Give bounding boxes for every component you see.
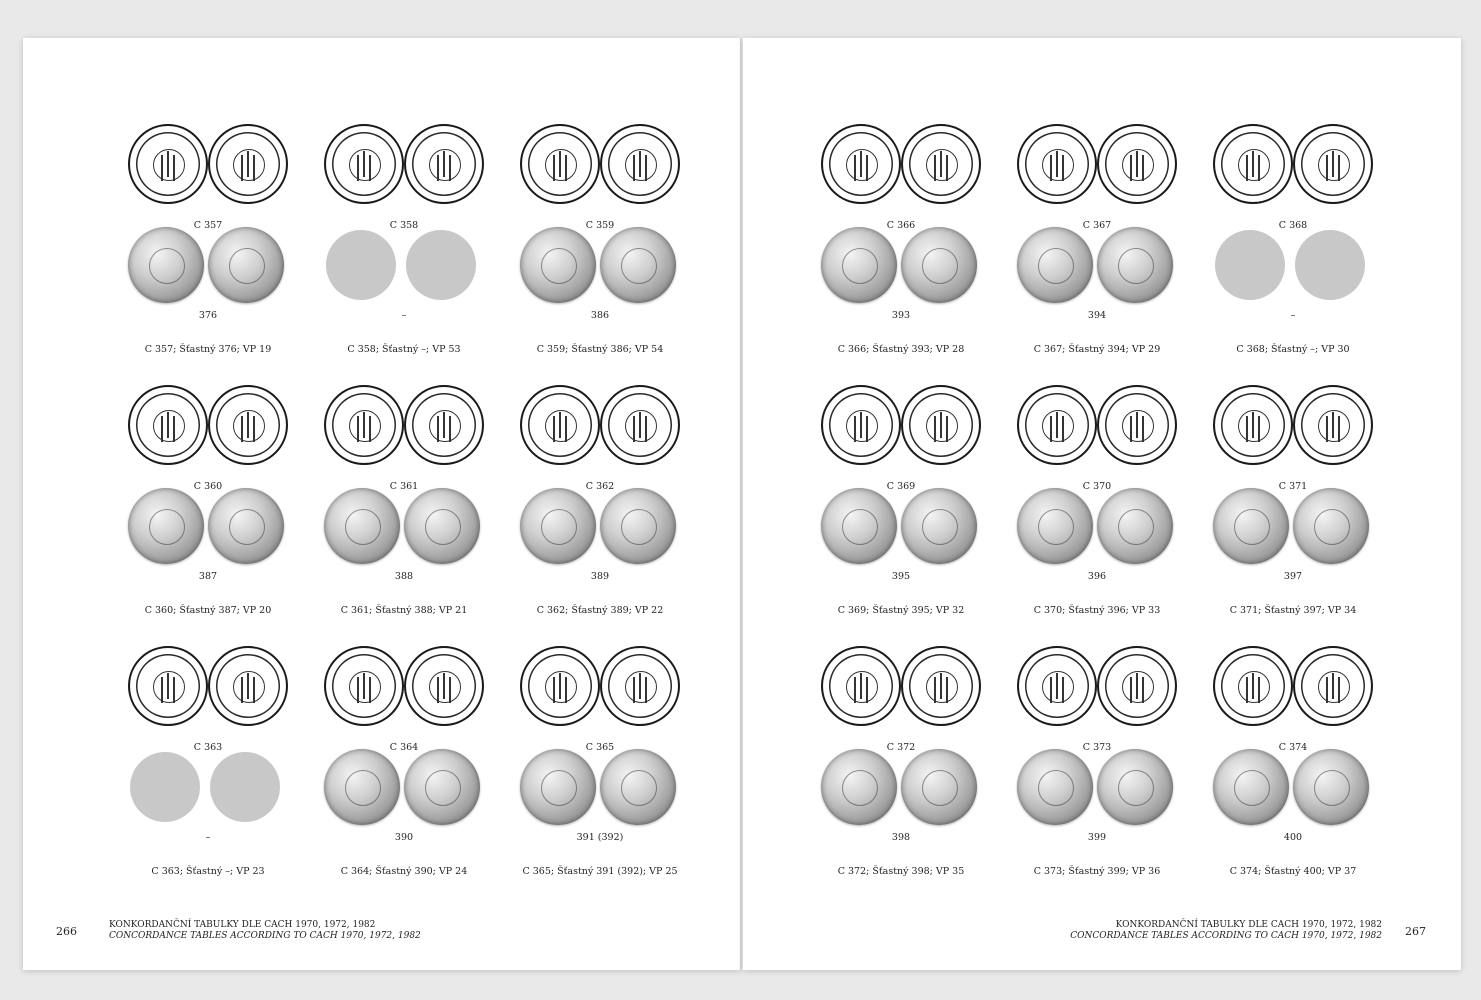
page-number: 266 <box>56 925 77 938</box>
coin-reverse-drawing <box>1097 124 1177 204</box>
stastny-number: – <box>205 832 211 843</box>
coin-reverse-drawing <box>1293 646 1373 726</box>
coin-photo-pair <box>306 743 502 827</box>
coin-photo-pair <box>306 482 502 566</box>
coin-drawing-pair <box>502 379 698 463</box>
missing-photo-placeholder <box>210 752 280 822</box>
cach-number: C 369 <box>886 481 916 492</box>
coin-drawing-pair <box>803 118 999 202</box>
stastny-number: 393 <box>891 310 911 321</box>
coin-reverse-drawing <box>404 124 484 204</box>
coin-entry <box>1195 118 1391 358</box>
coin-reverse-photo <box>1097 749 1173 825</box>
coin-obverse-drawing <box>821 385 901 465</box>
concordance-caption: C 359; Šťastný 386; VP 54 <box>536 344 664 355</box>
stastny-number: – <box>1290 310 1296 321</box>
coin-drawing-pair <box>306 640 502 724</box>
coin-entry <box>110 118 306 358</box>
coin-reverse-photo <box>404 749 480 825</box>
stastny-number: 394 <box>1087 310 1107 321</box>
coin-photo-pair <box>110 482 306 566</box>
coin-obverse-photo <box>520 227 596 303</box>
coin-reverse-drawing <box>404 385 484 465</box>
coin-obverse-drawing <box>1017 385 1097 465</box>
coin-entry <box>803 640 999 880</box>
stastny-number: 390 <box>394 832 414 843</box>
coin-drawing-pair <box>1195 640 1391 724</box>
coin-drawing-pair <box>999 118 1195 202</box>
concordance-caption: C 357; Šťastný 376; VP 19 <box>144 344 272 355</box>
coin-reverse-drawing <box>901 385 981 465</box>
cach-number: C 368 <box>1278 220 1308 231</box>
coin-reverse-photo <box>1293 488 1369 564</box>
coin-entry <box>306 118 502 358</box>
coin-obverse-photo <box>821 488 897 564</box>
coin-reverse-drawing <box>600 124 680 204</box>
coin-obverse-photo <box>821 227 897 303</box>
coin-obverse-drawing <box>520 124 600 204</box>
coin-reverse-photo <box>901 227 977 303</box>
stastny-number: – <box>401 310 407 321</box>
coin-drawing-pair <box>306 118 502 202</box>
coin-photo-pair <box>803 743 999 827</box>
coin-reverse-photo <box>1097 488 1173 564</box>
coin-obverse-photo <box>1213 749 1289 825</box>
coin-obverse-drawing <box>128 646 208 726</box>
running-title-en: CONCORDANCE TABLES ACCORDING TO CACH 1970, 1972, 1982 <box>1070 931 1382 941</box>
cach-number: C 374 <box>1278 742 1308 753</box>
cach-number: C 357 <box>193 220 223 231</box>
coin-obverse-photo <box>1213 488 1289 564</box>
coin-obverse-photo <box>520 749 596 825</box>
coin-entry <box>999 118 1195 358</box>
coin-obverse-drawing <box>1213 385 1293 465</box>
coin-entry <box>803 379 999 619</box>
concordance-caption: C 369; Šťastný 395; VP 32 <box>837 605 965 616</box>
coin-obverse-drawing <box>821 646 901 726</box>
coin-reverse-drawing <box>1097 646 1177 726</box>
coin-entry <box>110 640 306 880</box>
coin-obverse-drawing <box>1213 124 1293 204</box>
missing-photo-placeholder <box>1295 230 1365 300</box>
coin-entry <box>110 379 306 619</box>
cach-number: C 363 <box>193 742 223 753</box>
coin-obverse-drawing <box>128 124 208 204</box>
coin-obverse-drawing <box>1017 124 1097 204</box>
page-number: 267 <box>1405 925 1426 938</box>
cach-number: C 371 <box>1278 481 1308 492</box>
coin-obverse-drawing <box>324 646 404 726</box>
concordance-caption: C 358; Šťastný –; VP 53 <box>347 344 461 355</box>
coin-reverse-photo <box>901 749 977 825</box>
coin-drawing-pair <box>803 379 999 463</box>
concordance-caption: C 366; Šťastný 393; VP 28 <box>837 344 965 355</box>
cach-number: C 364 <box>389 742 419 753</box>
stastny-number: 376 <box>198 310 218 321</box>
coin-reverse-drawing <box>600 385 680 465</box>
coin-photo-pair <box>1195 743 1391 827</box>
coin-drawing-pair <box>502 118 698 202</box>
coin-photo-pair <box>502 482 698 566</box>
stastny-number: 388 <box>394 571 414 582</box>
running-title <box>109 920 421 942</box>
coin-reverse-photo <box>1293 749 1369 825</box>
coin-reverse-drawing <box>208 124 288 204</box>
concordance-caption: C 365; Šťastný 391 (392); VP 25 <box>522 866 678 877</box>
coin-photo-pair <box>999 482 1195 566</box>
coin-entry <box>502 118 698 358</box>
coin-obverse-photo <box>324 488 400 564</box>
coin-obverse-drawing <box>520 385 600 465</box>
coin-obverse-drawing <box>520 646 600 726</box>
concordance-caption: C 370; Šťastný 396; VP 33 <box>1033 605 1161 616</box>
concordance-caption: C 374; Šťastný 400; VP 37 <box>1229 866 1357 877</box>
coin-drawing-pair <box>306 379 502 463</box>
stastny-number: 400 <box>1283 832 1303 843</box>
concordance-caption: C 363; Šťastný –; VP 23 <box>151 866 265 877</box>
cach-number: C 360 <box>193 481 223 492</box>
coin-reverse-drawing <box>404 646 484 726</box>
coin-reverse-drawing <box>901 646 981 726</box>
coin-obverse-drawing <box>1213 646 1293 726</box>
coin-drawing-pair <box>1195 379 1391 463</box>
coin-photo-pair <box>999 221 1195 305</box>
stastny-number: 397 <box>1283 571 1303 582</box>
coin-reverse-photo <box>600 749 676 825</box>
stastny-number: 387 <box>198 571 218 582</box>
missing-photo-placeholder <box>326 230 396 300</box>
coin-photo-pair <box>1195 482 1391 566</box>
coin-entry <box>999 640 1195 880</box>
stastny-number: 389 <box>590 571 610 582</box>
coin-reverse-photo <box>600 227 676 303</box>
running-title <box>1070 920 1382 942</box>
coin-photo-pair <box>110 221 306 305</box>
coin-obverse-drawing <box>821 124 901 204</box>
coin-drawing-pair <box>110 118 306 202</box>
cach-number: C 358 <box>389 220 419 231</box>
coin-entry <box>999 379 1195 619</box>
coin-photo-pair <box>502 743 698 827</box>
cach-number: C 370 <box>1082 481 1112 492</box>
concordance-caption: C 371; Šťastný 397; VP 34 <box>1229 605 1357 616</box>
coin-drawing-pair <box>1195 118 1391 202</box>
coin-photo-placeholder-pair <box>110 743 306 827</box>
coin-obverse-photo <box>1017 749 1093 825</box>
concordance-caption: C 364; Šťastný 390; VP 24 <box>340 866 468 877</box>
right-page <box>743 38 1461 970</box>
coin-photo-placeholder-pair <box>1195 221 1391 305</box>
concordance-caption: C 361; Šťastný 388; VP 21 <box>340 605 468 616</box>
concordance-caption: C 360; Šťastný 387; VP 20 <box>144 605 272 616</box>
coin-entry <box>502 640 698 880</box>
coin-obverse-drawing <box>324 385 404 465</box>
coin-entry <box>502 379 698 619</box>
coin-reverse-drawing <box>1293 385 1373 465</box>
running-title-cz: KONKORDANČNÍ TABULKY DLE CACH 1970, 1972, 1982 <box>1115 920 1382 930</box>
coin-reverse-drawing <box>1293 124 1373 204</box>
coin-photo-pair <box>999 743 1195 827</box>
coin-obverse-drawing <box>324 124 404 204</box>
running-title-en: CONCORDANCE TABLES ACCORDING TO CACH 1970, 1972, 1982 <box>109 931 421 941</box>
coin-obverse-photo <box>520 488 596 564</box>
coin-entry <box>306 379 502 619</box>
coin-reverse-drawing <box>1097 385 1177 465</box>
coin-drawing-pair <box>110 379 306 463</box>
stastny-number: 399 <box>1087 832 1107 843</box>
coin-photo-pair <box>502 221 698 305</box>
coin-obverse-photo <box>128 227 204 303</box>
stastny-number: 396 <box>1087 571 1107 582</box>
coin-entry <box>306 640 502 880</box>
cach-number: C 373 <box>1082 742 1112 753</box>
cach-number: C 372 <box>886 742 916 753</box>
cach-number: C 359 <box>585 220 615 231</box>
missing-photo-placeholder <box>130 752 200 822</box>
coin-reverse-photo <box>404 488 480 564</box>
concordance-caption: C 367; Šťastný 394; VP 29 <box>1033 344 1161 355</box>
coin-entry <box>1195 640 1391 880</box>
cach-number: C 365 <box>585 742 615 753</box>
left-page <box>23 38 740 970</box>
missing-photo-placeholder <box>406 230 476 300</box>
concordance-caption: C 368; Šťastný –; VP 30 <box>1236 344 1350 355</box>
stastny-number: 395 <box>891 571 911 582</box>
coin-obverse-photo <box>128 488 204 564</box>
coin-obverse-photo <box>821 749 897 825</box>
coin-obverse-drawing <box>1017 646 1097 726</box>
coin-reverse-photo <box>208 227 284 303</box>
cach-number: C 362 <box>585 481 615 492</box>
concordance-caption: C 373; Šťastný 399; VP 36 <box>1033 866 1161 877</box>
coin-reverse-drawing <box>208 385 288 465</box>
running-title-cz: KONKORDANČNÍ TABULKY DLE CACH 1970, 1972, 1982 <box>109 920 376 930</box>
coin-obverse-photo <box>324 749 400 825</box>
coin-photo-pair <box>803 221 999 305</box>
coin-reverse-photo <box>901 488 977 564</box>
coin-reverse-drawing <box>208 646 288 726</box>
coin-drawing-pair <box>999 640 1195 724</box>
cach-number: C 367 <box>1082 220 1112 231</box>
cach-number: C 366 <box>886 220 916 231</box>
coin-drawing-pair <box>999 379 1195 463</box>
coin-drawing-pair <box>110 640 306 724</box>
coin-reverse-photo <box>208 488 284 564</box>
coin-drawing-pair <box>803 640 999 724</box>
coin-entry <box>803 118 999 358</box>
concordance-caption: C 372; Šťastný 398; VP 35 <box>837 866 965 877</box>
coin-obverse-drawing <box>128 385 208 465</box>
coin-reverse-photo <box>600 488 676 564</box>
coin-obverse-photo <box>1017 227 1093 303</box>
stastny-number: 391 (392) <box>576 832 624 843</box>
coin-reverse-photo <box>1097 227 1173 303</box>
coin-photo-pair <box>803 482 999 566</box>
coin-reverse-drawing <box>600 646 680 726</box>
coin-photo-placeholder-pair <box>306 221 502 305</box>
coin-reverse-drawing <box>901 124 981 204</box>
coin-obverse-photo <box>1017 488 1093 564</box>
coin-entry <box>1195 379 1391 619</box>
concordance-caption: C 362; Šťastný 389; VP 22 <box>536 605 664 616</box>
stastny-number: 398 <box>891 832 911 843</box>
cach-number: C 361 <box>389 481 419 492</box>
missing-photo-placeholder <box>1215 230 1285 300</box>
coin-drawing-pair <box>502 640 698 724</box>
stastny-number: 386 <box>590 310 610 321</box>
